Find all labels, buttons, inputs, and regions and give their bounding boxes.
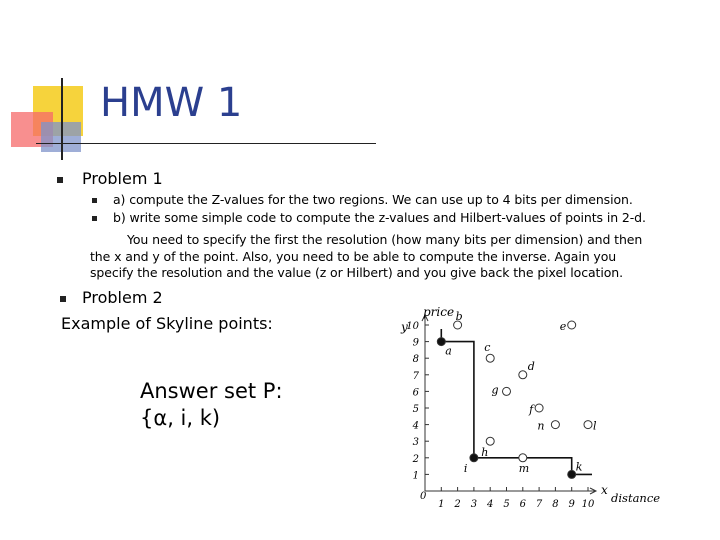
- data-point-e: [568, 321, 576, 329]
- data-point-label: m: [518, 461, 530, 475]
- x-tick-label: 9: [568, 499, 575, 510]
- x-axis-title: distance: [611, 491, 661, 505]
- decor-vertical-line: [61, 78, 63, 160]
- x-tick-label: 10: [581, 499, 595, 510]
- data-point-label: d: [527, 359, 535, 373]
- y-tick-label: 3: [412, 437, 419, 449]
- x-axis-letter: x: [601, 483, 608, 497]
- problem1-continuation-1: You need to specify the first the resolution (how many bits per dimension) and then: [127, 232, 643, 247]
- chart-ticks: [406, 321, 595, 510]
- y-axis-title: price: [423, 305, 455, 319]
- data-point-label: i: [463, 461, 468, 475]
- data-point-n: [551, 421, 559, 429]
- problem2-subheading: Example of Skyline points:: [61, 314, 273, 333]
- y-tick-label: 6: [412, 387, 419, 399]
- answer-set-label: Answer set P:: [140, 379, 283, 403]
- answer-set-value: {α, i, k): [140, 406, 221, 430]
- y-axis-letter: y: [401, 320, 408, 334]
- data-point-label: f: [529, 403, 534, 416]
- y-tick-label: 1: [412, 470, 419, 482]
- data-point-label: c: [484, 341, 491, 355]
- x-tick-label: 5: [503, 499, 510, 510]
- problem2-heading: Problem 2: [82, 288, 163, 307]
- data-point-label: n: [537, 419, 545, 433]
- y-tick-label: 9: [412, 337, 419, 349]
- origin-label: 0: [420, 491, 427, 502]
- x-tick-label: 7: [535, 499, 543, 510]
- data-point-m: [519, 454, 527, 462]
- x-tick-label: 8: [552, 499, 559, 510]
- bullet-icon: [57, 177, 63, 183]
- data-point-label: b: [455, 310, 463, 323]
- data-point-label: h: [481, 446, 489, 460]
- skyline-staircase-line: [441, 329, 592, 474]
- problem1-item-b: b) write some simple code to compute the z-values and Hilbert-values of points in 2-d.: [113, 210, 646, 225]
- data-point-g: [503, 387, 511, 395]
- bullet-icon: [60, 296, 66, 302]
- data-point-l: [584, 421, 592, 429]
- data-point-c: [486, 354, 494, 362]
- x-tick-label: 2: [454, 499, 461, 510]
- x-tick-label: 6: [519, 499, 526, 510]
- y-tick-label: 8: [412, 354, 419, 366]
- slide-title: HMW 1: [100, 80, 243, 126]
- y-tick-label: 5: [412, 404, 419, 415]
- data-point-label: e: [559, 320, 567, 333]
- data-point-f: [535, 404, 543, 412]
- data-point-a: [437, 338, 445, 346]
- x-tick-label: 4: [487, 499, 494, 510]
- bullet-icon: [92, 198, 97, 203]
- data-point-label: k: [575, 460, 583, 474]
- data-point-d: [519, 371, 527, 379]
- data-point-label: l: [593, 419, 597, 433]
- x-tick-label: 3: [470, 499, 478, 510]
- y-tick-label: 10: [406, 321, 419, 332]
- data-point-k: [568, 470, 576, 478]
- problem1-heading: Problem 1: [82, 169, 163, 188]
- skyline-chart: [395, 303, 695, 518]
- x-tick-label: 1: [438, 499, 445, 510]
- y-tick-label: 4: [412, 420, 419, 432]
- data-point-h: [486, 437, 494, 445]
- y-tick-label: 7: [412, 370, 419, 382]
- answer-block: [140, 378, 283, 432]
- problem1-item-a: a) compute the Z-values for the two regions. We can use up to 4 bits per dimension.: [113, 192, 633, 207]
- problem1-continuation-3: specify the resolution and the value (z or Hilbert) and you give back the pixel location.: [90, 265, 623, 280]
- decor-horizontal-line: [36, 143, 376, 144]
- bullet-icon: [92, 216, 97, 221]
- problem1-continuation-2: the x and y of the point. Also, you need to be able to compute the inverse. Again you: [90, 249, 617, 264]
- chart-points: [437, 310, 597, 478]
- data-point-label: g: [491, 383, 499, 397]
- data-point-i: [470, 454, 478, 462]
- data-point-label: a: [445, 344, 452, 358]
- y-tick-label: 2: [412, 453, 419, 465]
